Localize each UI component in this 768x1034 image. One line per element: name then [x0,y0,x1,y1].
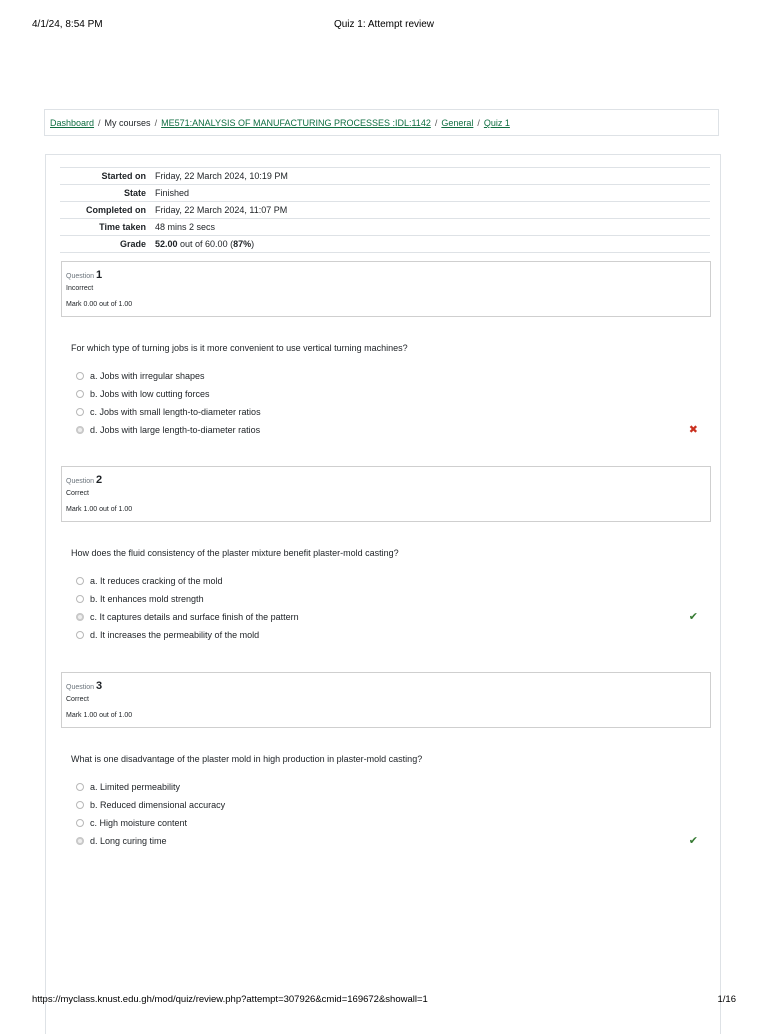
question-number [66,269,102,281]
question-text: What is one disadvantage of the plaster mold in high production in plaster-mold casting? [71,754,423,764]
breadcrumb-dashboard-link[interactable]: Dashboard [50,118,95,128]
grade-end: ) [251,239,255,249]
summary-label: Started on [101,171,146,181]
answer-list [76,778,696,850]
question-text: For which type of turning jobs is it more convenient to use vertical turning machines? [71,343,408,353]
radio-button[interactable] [76,631,84,639]
print-date: 4/1/24, 8:54 PM [32,19,103,30]
breadcrumb-separator: / [434,118,438,128]
answer-list [76,572,696,644]
answer-option[interactable] [76,421,696,439]
answer-option[interactable] [76,832,696,850]
breadcrumb-separator: / [477,118,480,128]
breadcrumb-separator: / [98,118,101,128]
answer-label: c. It captures details and surface finish of the pattern [90,612,299,622]
breadcrumb-course-link[interactable]: ME571:ANALYSIS OF MANUFACTURING PROCESSES :IDL:1142 [161,118,431,128]
radio-button[interactable] [76,801,84,809]
answer-option[interactable] [76,814,696,832]
radio-button[interactable] [76,372,84,380]
print-footer [32,994,736,1008]
question-text: How does the fluid consistency of the plaster mixture benefit plaster-mold casting? [71,548,399,558]
quiz-review-panel [45,154,721,1034]
summary-row-grade [60,236,710,253]
question-state: Correct [66,696,89,703]
breadcrumb-separator: / [154,118,158,128]
question-label: Question [66,684,95,691]
question-state: Incorrect [66,285,94,292]
answer-label: b. It enhances mold strength [90,594,204,604]
answer-option[interactable] [76,572,696,590]
grade-percent: 87% [233,239,252,249]
radio-button[interactable] [76,577,84,585]
radio-button[interactable] [76,595,84,603]
radio-button[interactable] [76,783,84,791]
radio-button-selected[interactable] [76,837,84,845]
question-label: Question [66,478,95,485]
attempt-summary-table [60,167,710,253]
breadcrumb [44,109,719,136]
print-page-number: 1/16 [717,994,736,1005]
grade-mid: out of 60.00 ( [177,239,234,249]
summary-label: State [123,188,146,198]
answer-label: c. Jobs with small length-to-diameter ratios [90,407,261,417]
question-info [61,466,711,522]
answer-option[interactable] [76,590,696,608]
summary-row-completed [60,202,710,219]
question-info [61,672,711,728]
answer-label: d. It increases the permeability of the mold [90,630,260,640]
answer-label: a. Jobs with irregular shapes [90,371,205,381]
summary-value: Friday, 22 March 2024, 10:19 PM [155,171,288,181]
answer-option[interactable] [76,403,696,421]
summary-row-started [60,168,710,185]
answer-option[interactable] [76,626,696,644]
summary-row-time [60,219,710,236]
grade-score: 52.00 [155,239,178,249]
summary-value [155,236,710,253]
print-title: Quiz 1: Attempt review [333,19,435,30]
radio-button[interactable] [76,408,84,416]
answer-label: a. Limited permeability [90,782,181,792]
question-state: Correct [66,490,89,497]
breadcrumb-section-link[interactable]: General [441,118,474,128]
answer-label: d. Long curing time [90,836,167,846]
question-number [66,680,102,692]
answer-option[interactable] [76,608,696,626]
answer-list [76,367,696,439]
radio-button-selected[interactable] [76,426,84,434]
question-number [66,474,102,486]
answer-option[interactable] [76,367,696,385]
summary-label: Time taken [99,222,146,232]
summary-row-state [60,185,710,202]
correct-icon: ✔ [688,835,698,847]
answer-label: a. It reduces cracking of the mold [90,576,223,586]
print-header [32,19,736,33]
summary-value: Friday, 22 March 2024, 11:07 PM [155,205,288,215]
radio-button[interactable] [76,819,84,827]
radio-button[interactable] [76,390,84,398]
breadcrumb-my-courses: My courses [104,118,151,128]
question-label: Question [66,273,95,280]
summary-label: Completed on [86,205,146,215]
answer-label: d. Jobs with large length-to-diameter ratios [90,425,261,435]
question-number-value: 2 [95,474,103,486]
summary-label: Grade [119,239,146,249]
correct-icon: ✔ [688,611,698,623]
answer-label: c. High moisture content [90,818,188,828]
radio-button-selected[interactable] [76,613,84,621]
answer-label: b. Jobs with low cutting forces [90,389,210,399]
summary-value: 48 mins 2 secs [155,222,216,232]
breadcrumb-quiz-link[interactable]: Quiz 1 [483,118,510,128]
answer-label: b. Reduced dimensional accuracy [90,800,226,810]
question-number-value: 1 [95,269,103,281]
question-mark: Mark 1.00 out of 1.00 [66,712,133,719]
answer-option[interactable] [76,796,696,814]
answer-option[interactable] [76,385,696,403]
question-mark: Mark 1.00 out of 1.00 [66,506,133,513]
question-info [61,261,711,317]
question-mark: Mark 0.00 out of 1.00 [66,301,133,308]
summary-value: Finished [155,188,190,198]
answer-option[interactable] [76,778,696,796]
incorrect-icon: ✖ [688,424,698,436]
print-url: https://myclass.knust.edu.gh/mod/quiz/review.php?attempt=307926&cmid=169672&showall=1 [32,994,428,1005]
question-number-value: 3 [95,680,103,692]
